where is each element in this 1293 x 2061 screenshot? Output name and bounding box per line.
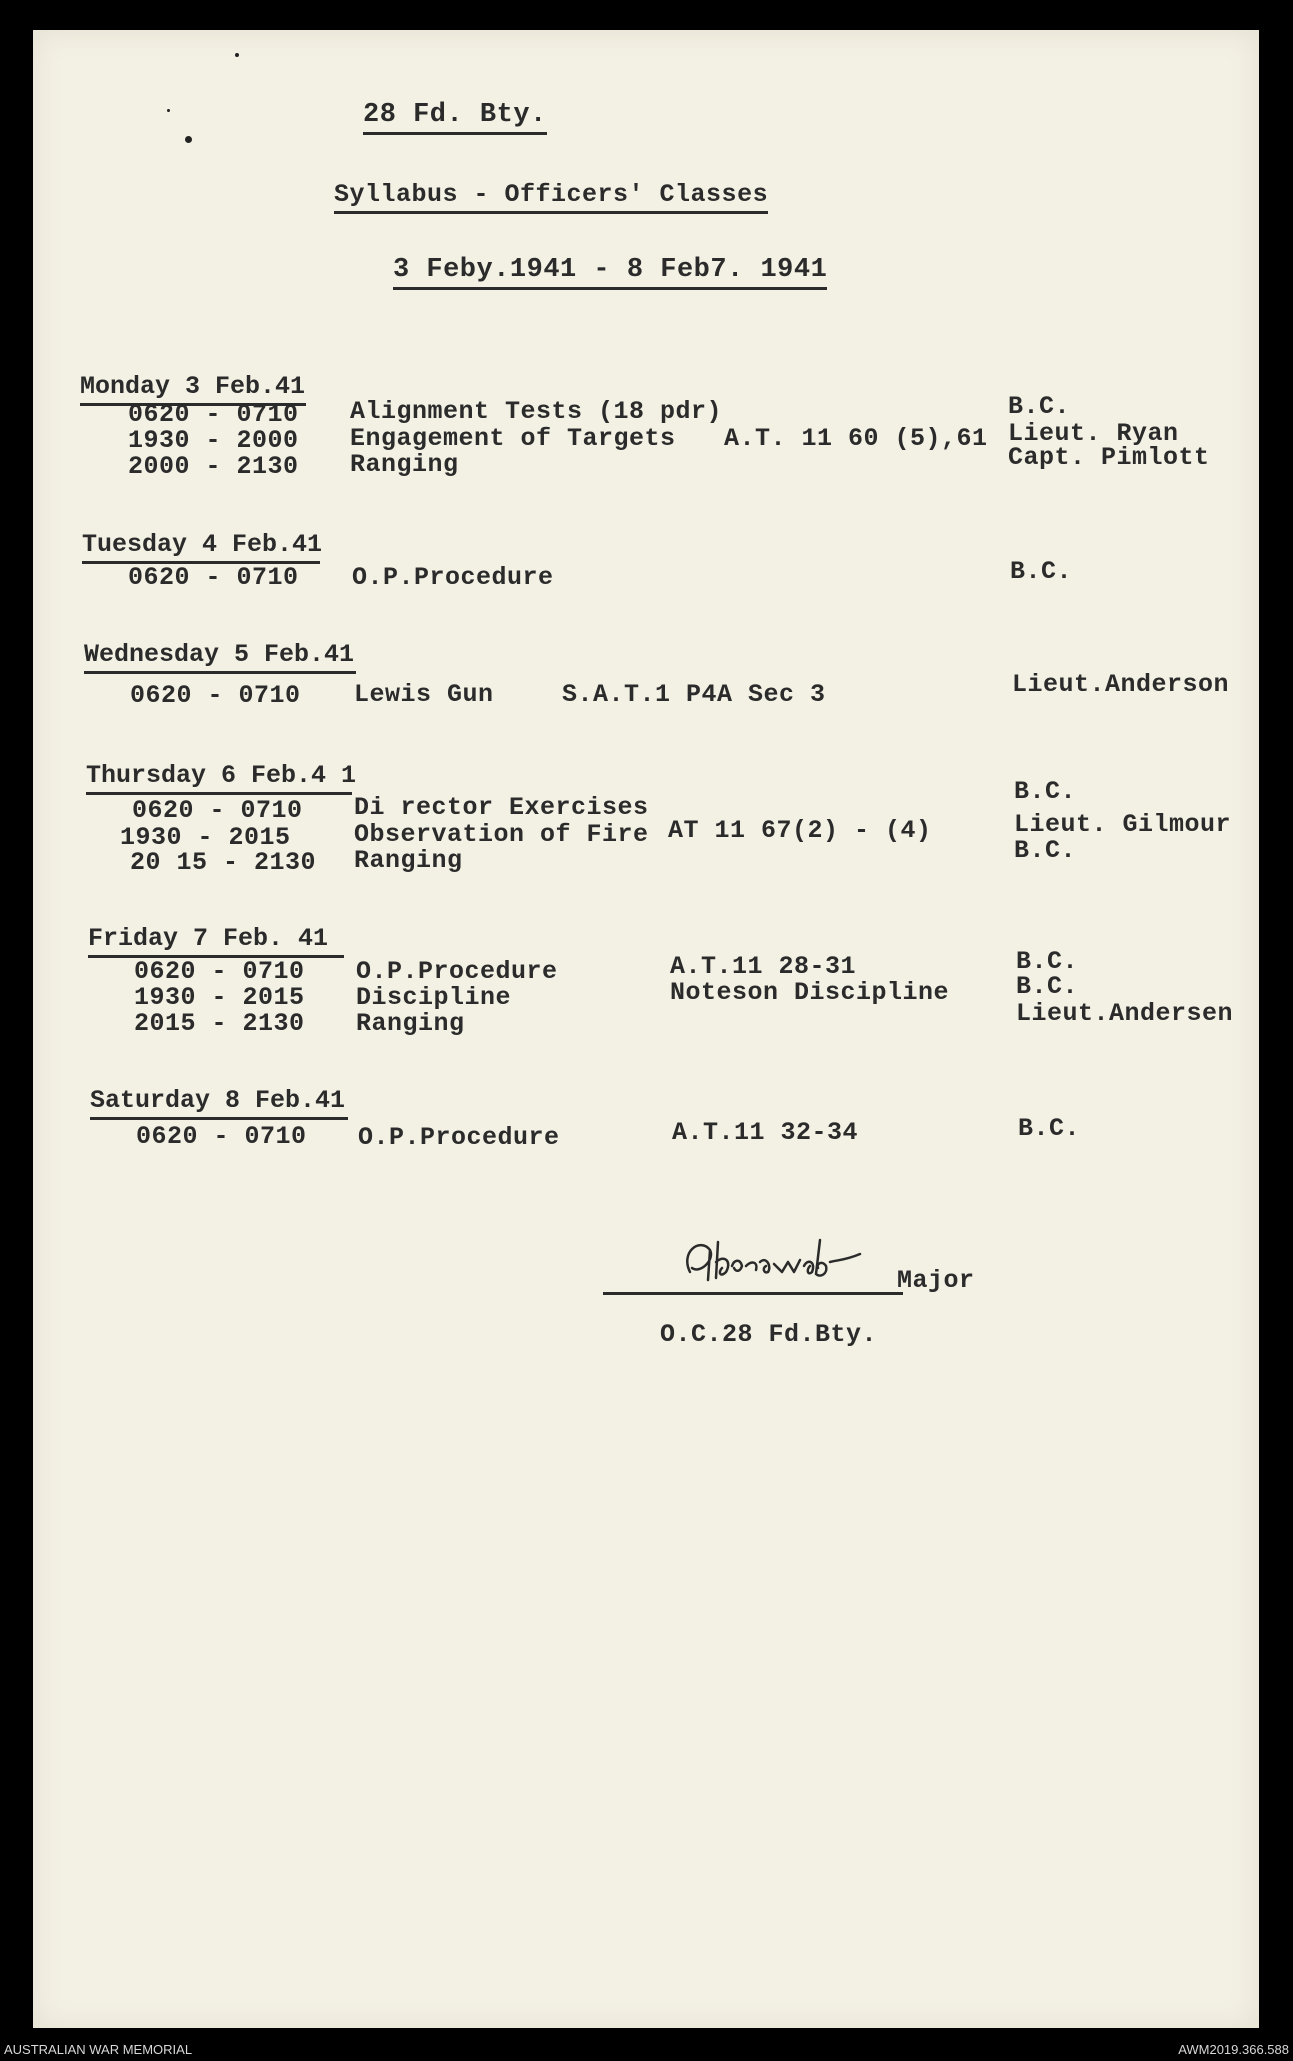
ink-speck (185, 136, 192, 143)
subject-cell: Engagement of Targets (350, 424, 676, 453)
instructor-cell: B.C. (1016, 972, 1079, 1001)
day-heading-friday: Friday 7 Feb. 41 (88, 924, 344, 958)
reference-cell: A.T.11 32-34 (672, 1118, 859, 1147)
day-heading-thursday: Thursday 6 Feb.4 1 (86, 761, 352, 795)
time-cell: 0620 - 0710 (128, 400, 299, 429)
instructor-cell: B.C. (1008, 392, 1071, 421)
reference-cell: A.T. 11 60 (5),61 (724, 424, 988, 453)
instructor-cell: B.C. (1010, 557, 1073, 586)
signature-line (603, 1292, 903, 1295)
time-cell: 1930 - 2000 (128, 426, 299, 455)
subject-cell: O.P.Procedure (356, 957, 558, 986)
instructor-cell: Lieut.Anderson (1012, 670, 1230, 699)
instructor-cell: Lieut. Gilmour (1014, 810, 1232, 839)
date-range: 3 Feby.1941 - 8 Feb7. 1941 (393, 255, 827, 290)
ink-speck (167, 109, 170, 112)
instructor-cell: Capt. Pimlott (1008, 443, 1210, 472)
time-cell: 2000 - 2130 (128, 452, 299, 481)
instructor-cell: B.C. (1014, 777, 1077, 806)
ink-speck (235, 53, 239, 57)
handwritten-signature (670, 1232, 890, 1292)
reference-cell: A.T.11 28-31 (670, 952, 857, 981)
time-cell: 20 15 - 2130 (130, 848, 317, 877)
day-heading-monday: Monday 3 Feb.41 (80, 372, 306, 406)
time-cell: 0620 - 0710 (128, 563, 299, 592)
time-cell: 0620 - 0710 (132, 796, 303, 825)
time-cell: 0620 - 0710 (136, 1122, 307, 1151)
subject-cell: Observation of Fire (354, 820, 649, 849)
subject-cell: Discipline (356, 983, 512, 1012)
instructor-cell: B.C. (1018, 1114, 1081, 1143)
time-cell: 1930 - 2015 (134, 983, 305, 1012)
document-title: Syllabus - Officers' Classes (334, 180, 768, 214)
footer-credit: AUSTRALIAN WAR MEMORIAL (4, 2042, 193, 2057)
day-heading-wednesday: Wednesday 5 Feb.41 (84, 640, 356, 674)
time-cell: 1930 - 2015 (120, 823, 291, 852)
reference-cell: AT 11 67(2) - (4) (668, 816, 932, 845)
subject-cell: Ranging (350, 450, 459, 479)
time-cell: 0620 - 0710 (134, 957, 305, 986)
time-cell: 2015 - 2130 (134, 1009, 305, 1038)
subject-cell: Di rector Exercises (354, 793, 649, 822)
instructor-cell: B.C. (1014, 836, 1077, 865)
subject-cell: Alignment Tests (18 pdr) (350, 397, 723, 426)
day-heading-tuesday: Tuesday 4 Feb.41 (82, 530, 320, 564)
instructor-cell: Lieut. Ryan (1008, 419, 1179, 448)
subject-cell: Ranging (354, 846, 463, 875)
reference-cell: S.A.T.1 P4A Sec 3 (562, 680, 826, 709)
instructor-cell: Lieut.Andersen (1016, 999, 1234, 1028)
instructor-cell: B.C. (1016, 947, 1079, 976)
signatory-position: O.C.28 Fd.Bty. (660, 1320, 878, 1349)
reference-cell: Noteson Discipline (670, 978, 950, 1007)
subject-cell: O.P.Procedure (352, 563, 554, 592)
day-heading-saturday: Saturday 8 Feb.41 (90, 1086, 348, 1120)
unit-heading: 28 Fd. Bty. (363, 100, 547, 135)
footer-accession-number: AWM2019.366.588 (1178, 2042, 1289, 2057)
subject-cell: Ranging (356, 1009, 465, 1038)
time-cell: 0620 - 0710 (130, 681, 301, 710)
subject-cell: O.P.Procedure (358, 1123, 560, 1152)
subject-cell: Lewis Gun (354, 680, 494, 709)
signatory-rank: Major (897, 1266, 975, 1295)
